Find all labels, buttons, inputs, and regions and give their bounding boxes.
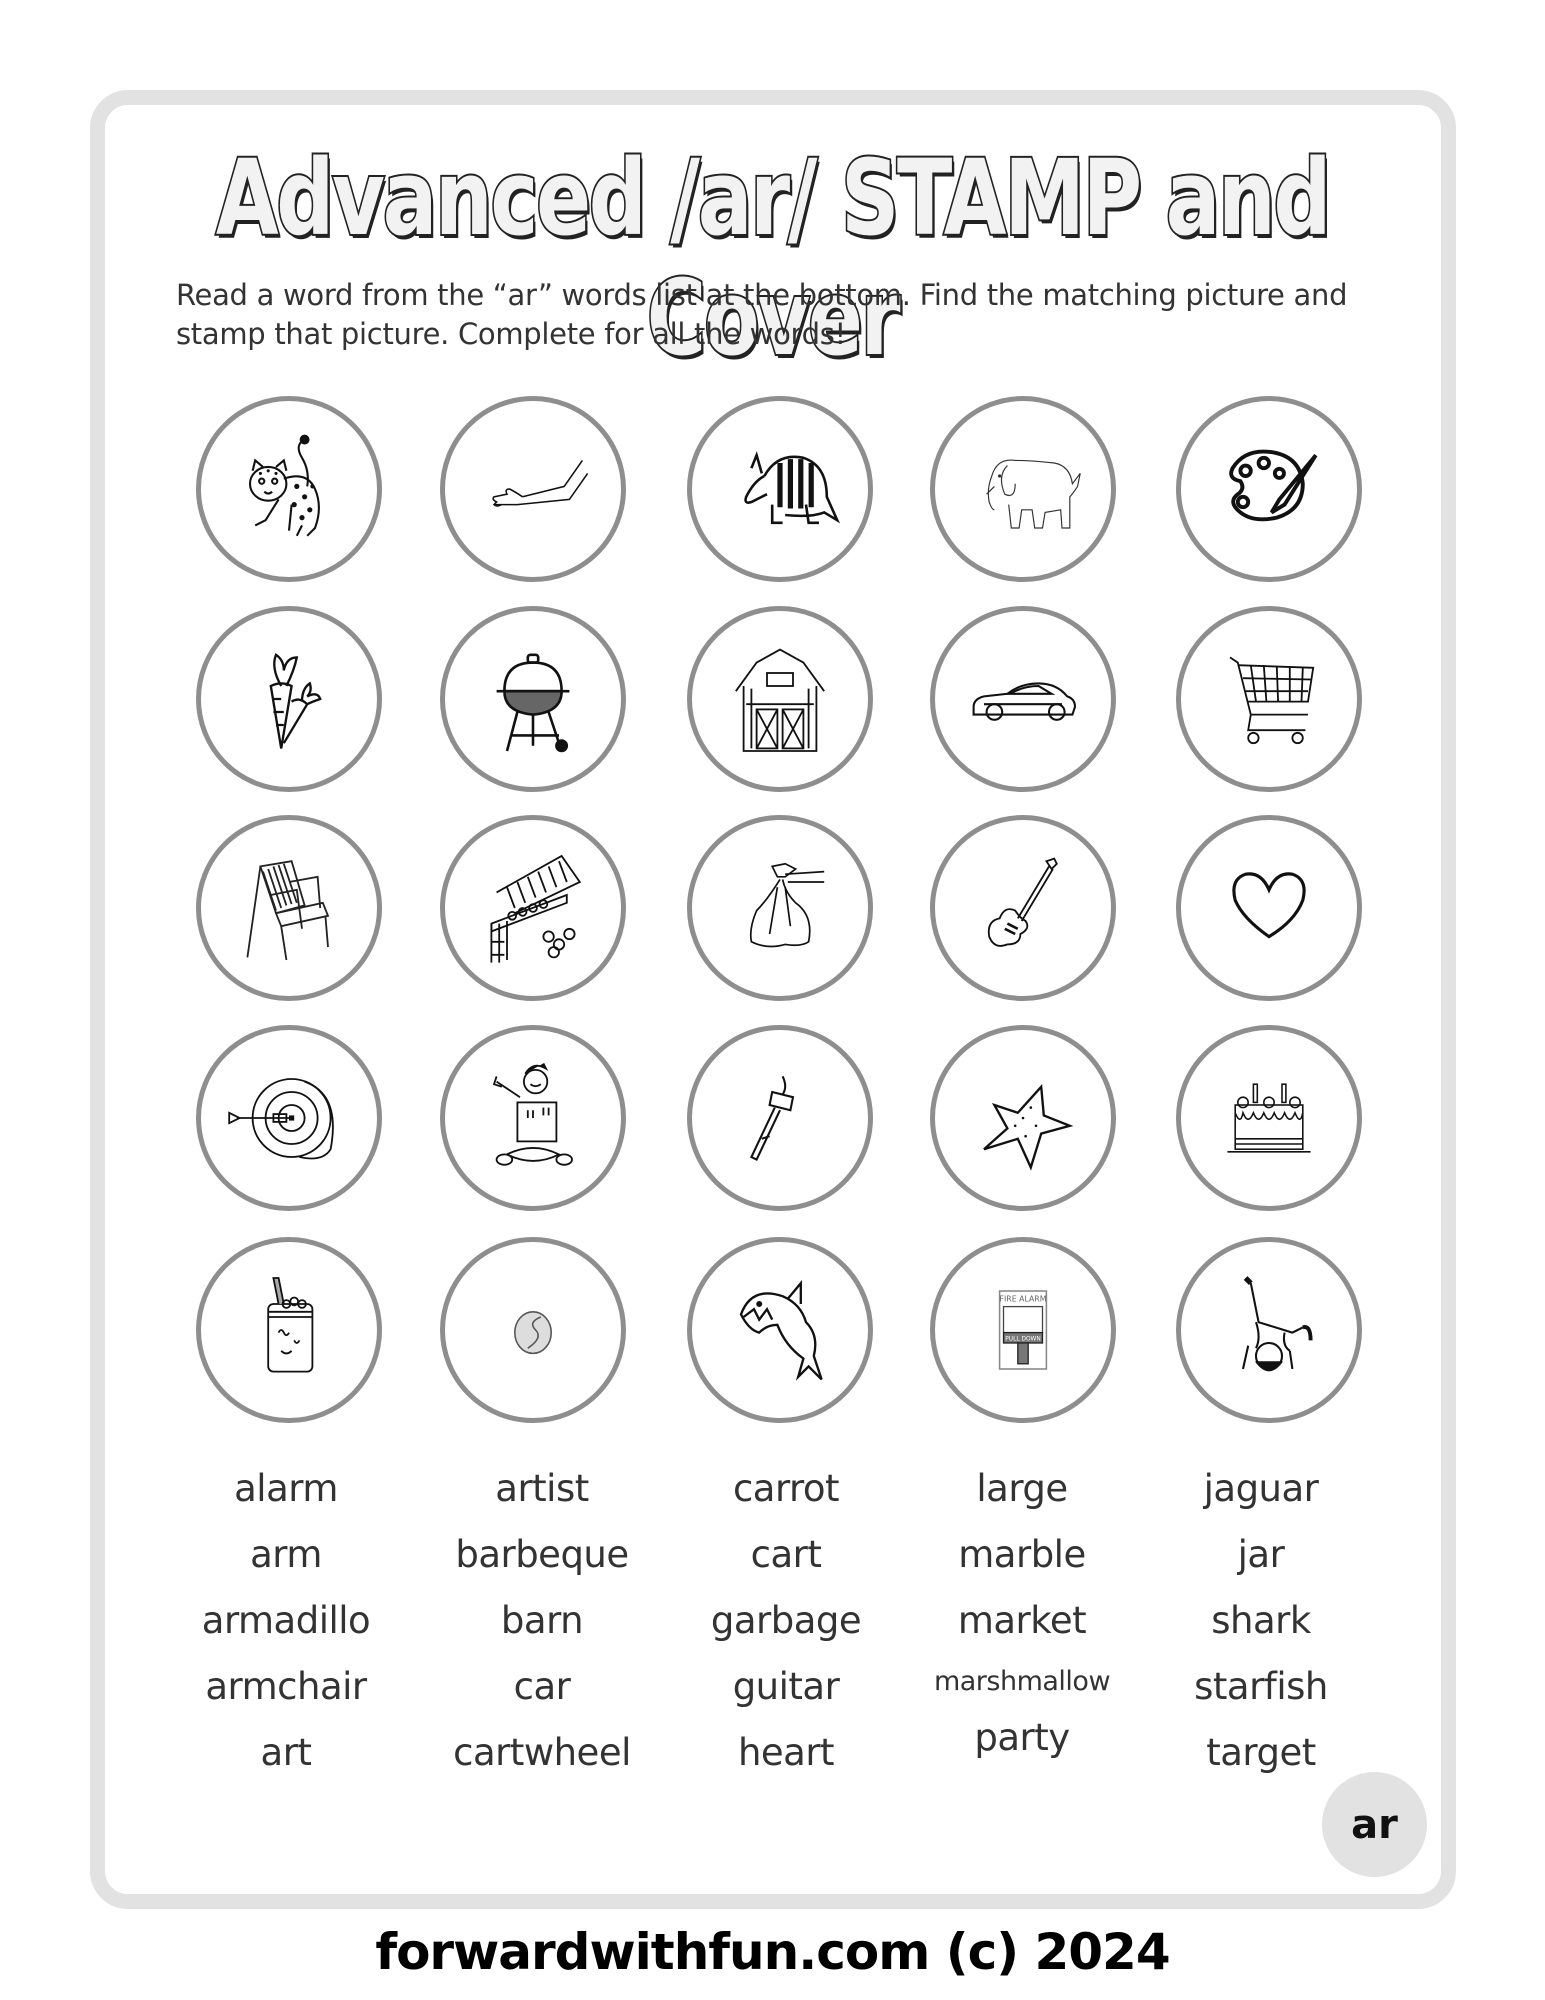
stamp-circle-barbeque[interactable] — [440, 606, 626, 792]
heart-icon — [1204, 843, 1334, 973]
marble-icon — [468, 1265, 598, 1395]
starfish-icon — [958, 1053, 1088, 1183]
fire-alarm-icon — [958, 1265, 1088, 1395]
word-item: barbeque — [455, 1533, 629, 1576]
shark-icon — [715, 1265, 845, 1395]
marshmallow-icon — [715, 1053, 845, 1183]
party-cake-icon — [1204, 1053, 1334, 1183]
word-item: alarm — [234, 1467, 338, 1510]
word-item: arm — [250, 1533, 322, 1576]
cartwheel-icon — [1204, 1265, 1334, 1395]
word-item: cart — [750, 1533, 822, 1576]
stamp-circle-artist[interactable] — [1176, 396, 1362, 582]
stamp-circle-heart[interactable] — [1176, 815, 1362, 1001]
word-item: shark — [1211, 1599, 1311, 1642]
word-item: party — [974, 1716, 1070, 1759]
word-item: barn — [500, 1599, 584, 1642]
stamp-circle-alarm[interactable] — [930, 1237, 1116, 1423]
page-title: Advanced /ar/ STAMP and Cover — [215, 137, 1330, 379]
stamp-circle-marble[interactable] — [440, 1237, 626, 1423]
artist-palette-icon — [1204, 424, 1334, 554]
sound-badge: ar — [1322, 1772, 1427, 1877]
stamp-circle-cartwheel[interactable] — [1176, 1237, 1362, 1423]
stamp-circle-arm[interactable] — [440, 396, 626, 582]
armadillo-icon — [715, 424, 845, 554]
word-item: jaguar — [1203, 1467, 1319, 1510]
stamp-circle-market[interactable] — [440, 815, 626, 1001]
shopping-cart-icon — [1204, 634, 1334, 764]
stamp-circle-shark[interactable] — [687, 1237, 873, 1423]
word-item: jar — [1237, 1533, 1285, 1576]
stamp-circle-armchair[interactable] — [196, 815, 382, 1001]
word-item: garbage — [710, 1599, 862, 1642]
copyright-footer: forwardwithfun.com (c) 2024 — [375, 1923, 1170, 1981]
arm-icon — [468, 424, 598, 554]
stamp-circle-carrot[interactable] — [196, 606, 382, 792]
stamp-circle-starfish[interactable] — [930, 1025, 1116, 1211]
stamp-circle-jar[interactable] — [196, 1237, 382, 1423]
word-item: target — [1206, 1731, 1316, 1774]
stamp-circle-target[interactable] — [196, 1025, 382, 1211]
word-item: cartwheel — [453, 1731, 631, 1774]
large-elephant-icon — [958, 424, 1088, 554]
word-item: guitar — [732, 1665, 840, 1708]
stamp-circle-barn[interactable] — [687, 606, 873, 792]
word-item: artist — [495, 1467, 589, 1510]
instructions-text: Read a word from the “ar” words list at the bottom. Find the matching picture and stamp that picture. Complete for all the words! — [176, 278, 1348, 351]
stamp-circle-art[interactable] — [440, 1025, 626, 1211]
svg-text:FIRE ALARM: FIRE ALARM — [999, 1294, 1047, 1304]
armchair-icon — [224, 843, 354, 973]
word-item: car — [513, 1665, 571, 1708]
stamp-circle-jaguar[interactable] — [196, 396, 382, 582]
stamp-circle-armadillo[interactable] — [687, 396, 873, 582]
word-item: marble — [958, 1533, 1086, 1576]
garbage-bag-icon — [715, 843, 845, 973]
word-item: armchair — [205, 1665, 367, 1708]
guitar-icon — [958, 843, 1088, 973]
art-kid-icon — [468, 1053, 598, 1183]
word-item: market — [957, 1599, 1087, 1642]
barn-icon — [715, 634, 845, 764]
stamp-circle-garbage[interactable] — [687, 815, 873, 1001]
target-icon — [224, 1053, 354, 1183]
word-item: large — [976, 1467, 1068, 1510]
word-item: starfish — [1194, 1665, 1328, 1708]
market-stall-icon — [468, 843, 598, 973]
stamp-circle-marshmallow[interactable] — [687, 1025, 873, 1211]
stamp-circle-cart[interactable] — [1176, 606, 1362, 792]
stamp-circle-party[interactable] — [1176, 1025, 1362, 1211]
word-item: armadillo — [201, 1599, 371, 1642]
car-icon — [958, 634, 1088, 764]
jar-icon — [224, 1265, 354, 1395]
svg-text:PULL DOWN: PULL DOWN — [1005, 1336, 1041, 1343]
barbeque-grill-icon — [468, 634, 598, 764]
word-item: heart — [737, 1731, 835, 1774]
stamp-circle-guitar[interactable] — [930, 815, 1116, 1001]
stamp-circle-car[interactable] — [930, 606, 1116, 792]
stamp-circle-large[interactable] — [930, 396, 1116, 582]
jaguar-icon — [224, 424, 354, 554]
word-item: art — [260, 1731, 312, 1774]
word-item: carrot — [732, 1467, 840, 1510]
carrot-icon — [224, 634, 354, 764]
word-item: marshmallow — [933, 1666, 1111, 1697]
